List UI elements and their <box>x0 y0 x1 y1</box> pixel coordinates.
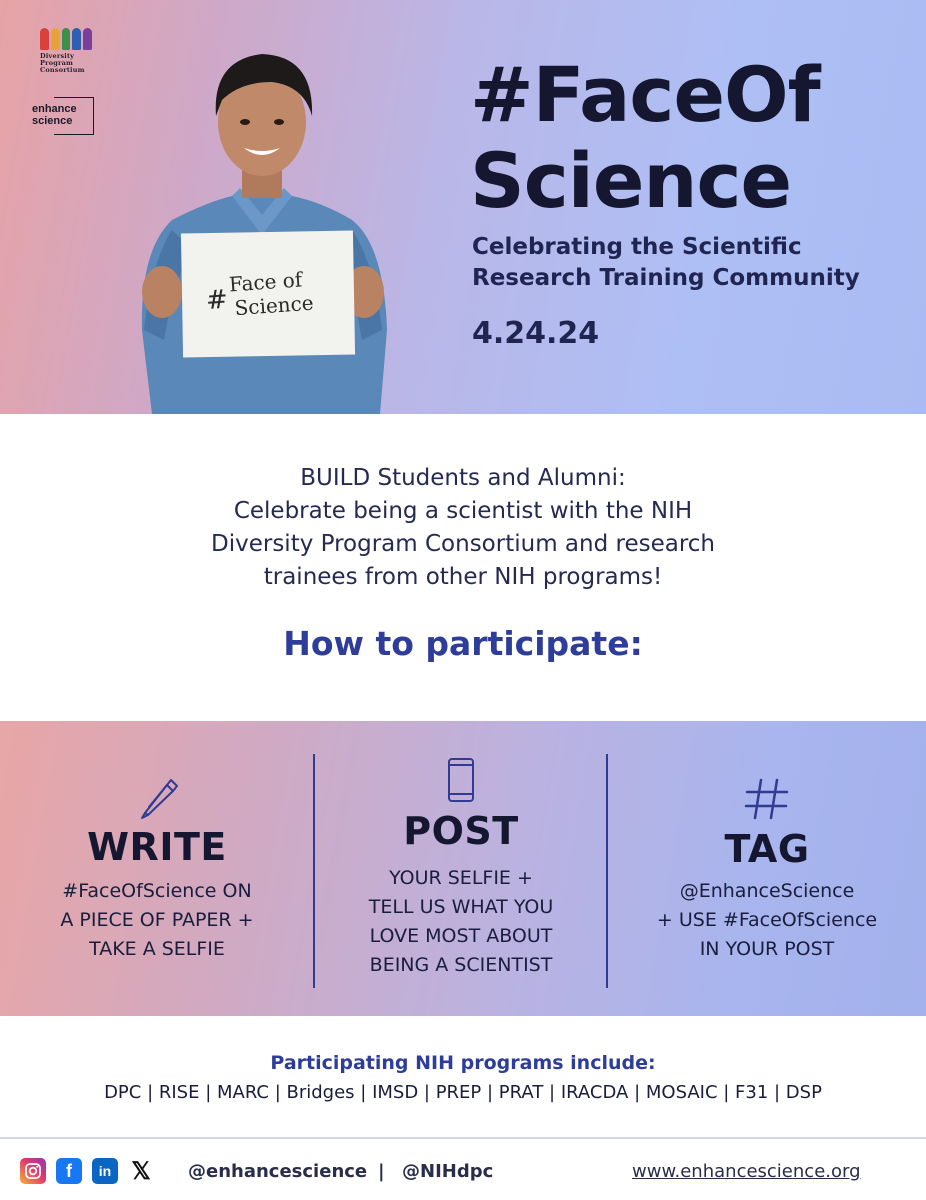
how-to-heading: How to participate: <box>283 624 643 663</box>
hero-banner <box>0 0 926 414</box>
steps-band <box>0 721 926 1016</box>
footer <box>0 1150 926 1194</box>
step-tag-text: @EnhanceScience + USE #FaceOfScience IN YOUR POST <box>656 880 878 960</box>
footer-divider <box>0 1137 926 1139</box>
enhancescience-handle[interactable]: @enhancescience <box>188 1161 368 1182</box>
step-write-text: #FaceOfScience ON A PIECE OF PAPER + TAKE A SELFIE <box>60 880 254 960</box>
sign-text: # Face of Science <box>205 267 315 321</box>
nihdpc-handle[interactable]: @NIHdpc <box>402 1161 494 1182</box>
phone-icon <box>446 757 476 803</box>
step-tag-title: TAG <box>724 827 810 871</box>
hero-subtitle: Celebrating the Scientific Research Training Community <box>472 234 860 291</box>
programs-list: DPC | RISE | MARC | Bridges | IMSD | PREP | PRAT | IRACDA | MOSAIC | F31 | DSP <box>104 1082 822 1103</box>
page-title: #FaceOf Science <box>470 50 820 225</box>
programs-heading: Participating NIH programs include: <box>270 1052 656 1074</box>
handle-separator: | <box>378 1161 385 1182</box>
dpc-logo <box>40 28 92 74</box>
step-write <box>0 721 314 1016</box>
dpc-logo-mark <box>40 28 92 50</box>
student-photo <box>112 30 412 414</box>
pen-icon <box>133 773 181 821</box>
instagram-icon[interactable] <box>20 1158 46 1184</box>
x-icon[interactable]: 𝕏 <box>131 1157 151 1185</box>
hashtag-icon <box>743 777 791 821</box>
step-post-title: POST <box>403 809 519 853</box>
event-date: 4.24.24 <box>472 316 600 351</box>
intro-text: BUILD Students and Alumni: Celebrate being a scientist with the NIH Diversity Program Consortium and research trainees from other NIH programs! <box>211 465 715 590</box>
linkedin-icon[interactable]: in <box>92 1158 118 1184</box>
website-link[interactable]: www.enhancescience.org <box>632 1161 861 1182</box>
step-post-text: YOUR SELFIE + TELL US WHAT YOU LOVE MOST ABOUT BEING A SCIENTIST <box>368 867 554 976</box>
step-post <box>314 721 608 1016</box>
facebook-icon[interactable]: f <box>56 1158 82 1184</box>
dpc-logo-text: Diversity Program Consortium <box>40 52 85 74</box>
step-write-title: WRITE <box>87 825 227 869</box>
step-tag <box>608 721 926 1016</box>
enhance-science-logo: enhance science <box>32 100 94 136</box>
